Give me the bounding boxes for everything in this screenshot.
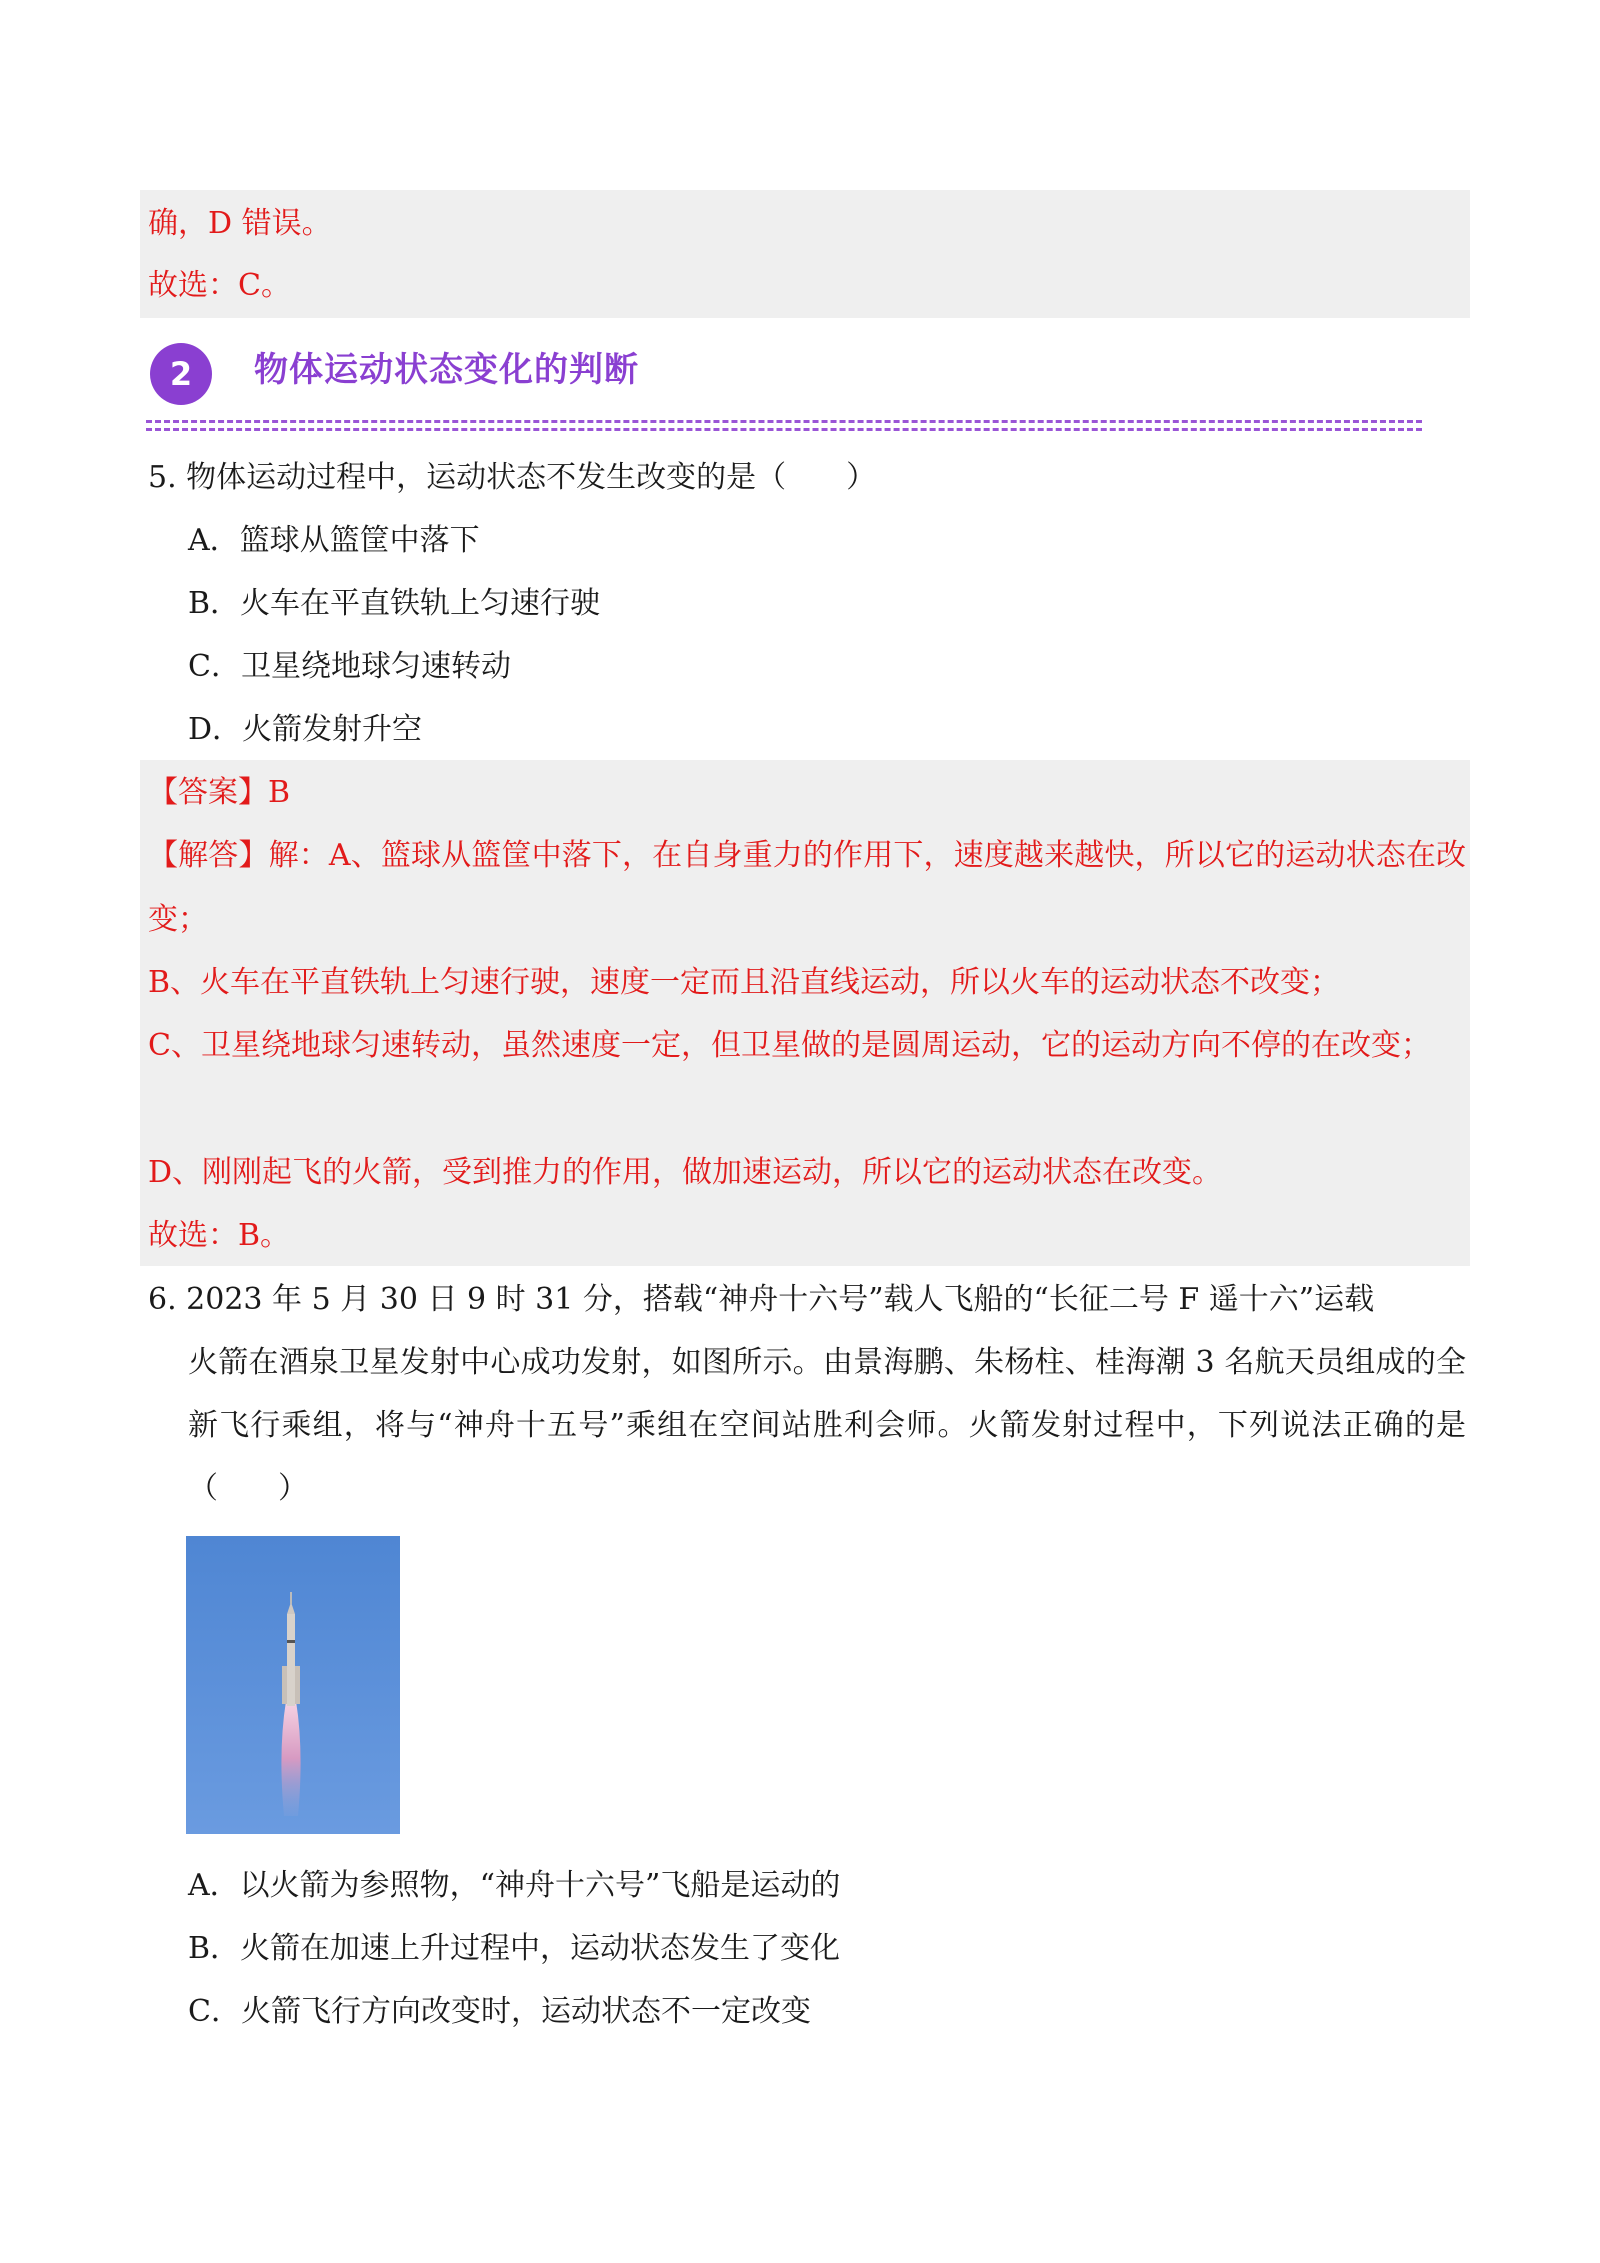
section-number-badge: 2 — [150, 343, 212, 405]
exhaust-plume — [281, 1701, 300, 1816]
section-divider — [146, 420, 1422, 423]
rocket-stripe — [287, 1640, 295, 1643]
answer-line — [148, 773, 290, 813]
solution-c: C、卫星绕地球匀速转动，虽然速度一定，但卫星做的是圆周运动，它的运动方向不停的在改变； — [148, 1028, 1431, 1063]
booster-left — [282, 1666, 287, 1704]
question-6-stem — [148, 1268, 1466, 1520]
prev-answer-line: 确，D 错误。 — [148, 206, 332, 241]
solution-d: D、刚刚起飞的火箭，受到推力的作用，做加速运动，所以它的运动状态在改变。 — [148, 1155, 1223, 1190]
rocket-body — [287, 1614, 295, 1706]
prev-answer-conclusion: 故选：C。 — [148, 268, 291, 303]
question-6-option-c: C．火箭飞行方向改变时，运动状态不一定改变 — [188, 1994, 811, 2029]
question-6-option-b: B．火箭在加速上升过程中，运动状态发生了变化 — [188, 1931, 841, 1966]
question-5-option-a: A．篮球从篮筐中落下 — [188, 523, 480, 558]
question-5-option-b: B．火车在平直铁轨上匀速行驶 — [188, 586, 601, 621]
answer-value: B — [268, 775, 291, 810]
answer-label: 【答案】 — [148, 775, 268, 810]
solution-label: 【解答】 — [148, 838, 269, 873]
booster-right — [295, 1666, 300, 1704]
solution-a-text: 解：A、篮球从篮筐中落下，在自身重力的作用下，速度越来越快，所以它的运动状态在改变； — [148, 838, 1466, 937]
solution-conclusion: 故选：B。 — [148, 1218, 291, 1253]
solution-a — [148, 824, 1466, 952]
question-5-option-d: D．火箭发射升空 — [188, 712, 423, 747]
question-6-option-a: A．以火箭为参照物，“神舟十六号”飞船是运动的 — [188, 1868, 841, 1903]
section-divider — [146, 428, 1422, 431]
question-5-stem: 5. 物体运动过程中，运动状态不发生改变的是（ ） — [148, 460, 877, 495]
rocket-launch-photo — [186, 1536, 400, 1834]
question-6-stem-continuation: 火箭在酒泉卫星发射中心成功发射，如图所示。由景海鹏、朱杨柱、桂海潮 3 名航天员组成的全新飞行乘组，将与“神舟十五号”乘组在空间站胜利会师。火箭发射过程中，下列说法正确的是（ ） — [188, 1345, 1466, 1506]
question-6-stem-first-line: 6. 2023 年 5 月 30 日 9 时 31 分，搭载“神舟十六号”载人飞船的“长征二号 F 遥十六”运载 — [148, 1282, 1375, 1317]
section-title: 物体运动状态变化的判断 — [254, 350, 639, 390]
answer-box-previous — [140, 190, 1470, 318]
solution-b: B、火车在平直铁轨上匀速行驶，速度一定而且沿直线运动，所以火车的运动状态不改变； — [148, 965, 1341, 1000]
question-5-option-c: C．卫星绕地球匀速转动 — [188, 649, 511, 684]
